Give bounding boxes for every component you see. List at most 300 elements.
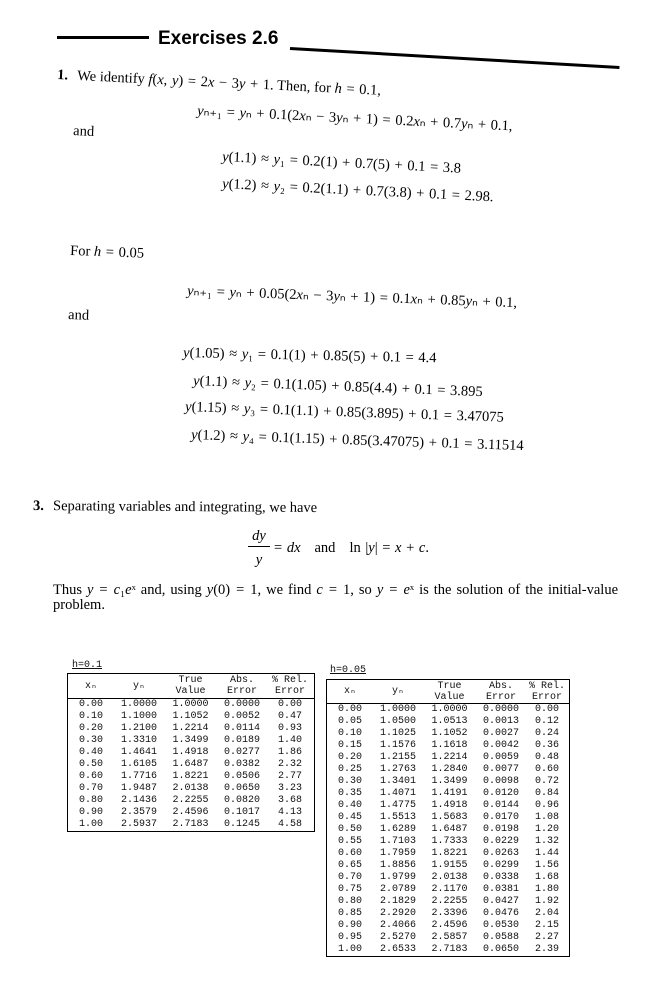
title-rule-left (57, 36, 149, 39)
table-cell: 0.84 (534, 788, 559, 799)
table-cell: 0.70 (78, 783, 103, 794)
table-row (68, 795, 314, 807)
intro-text: Separating variables and integrating, we have (52, 498, 318, 516)
table-row (327, 932, 569, 944)
euler-step-h005: y(1.1) ≈ y₂ = 0.1(1.05) + 0.85(4.4) + 0.1 = 3.895 (192, 373, 484, 401)
table-cell: 0.95 (337, 932, 362, 943)
table-cell: 2.0789 (379, 884, 416, 895)
table-cell: 1.7103 (379, 836, 416, 847)
table-cell: 0.00 (534, 704, 559, 715)
table-cell: 1.3499 (172, 735, 209, 746)
table-cell: 2.4066 (379, 920, 416, 931)
math-variable: y (259, 528, 266, 544)
column-header (423, 680, 476, 703)
table-body (327, 704, 569, 956)
table-row (68, 699, 314, 711)
table-cell: 1.92 (534, 896, 559, 907)
table-row (327, 824, 569, 836)
fraction-dy-over-y (247, 529, 271, 568)
separated-equation (274, 541, 429, 556)
table-cell: 0.0382 (223, 759, 260, 770)
math-variable: x (156, 71, 165, 89)
math-variable: x (294, 540, 301, 556)
initial-condition: y(0) = 1 (206, 582, 258, 598)
table-cell: 0.0650 (482, 944, 519, 955)
math-variable: y (273, 178, 281, 195)
column-header-text: Error (226, 686, 257, 697)
intro-text: , (376, 82, 382, 99)
table-cell: 0.0052 (223, 711, 260, 722)
table-cell: 4.58 (277, 819, 302, 830)
table-cell: 0.10 (78, 711, 103, 722)
function-definition: f(x, y) = 2x − 3y + 1 (148, 71, 271, 94)
table-cell: 3.68 (277, 795, 302, 806)
table-cell: 0.0114 (223, 723, 260, 734)
table-row (68, 711, 314, 723)
table-cell: 2.4596 (172, 807, 209, 818)
table-cell: 2.3579 (120, 807, 157, 818)
math-variable: y (239, 105, 247, 122)
table-cell: 1.5683 (431, 812, 468, 823)
connector-and: and (72, 123, 95, 141)
math-variable: y (192, 373, 200, 390)
table-row (327, 800, 569, 812)
euler-step-h005: y(1.2) ≈ y₄ = 0.1(1.15) + 0.85(3.47075) + 0.1 = 3.11514 (190, 427, 524, 455)
table-cell: 3.23 (277, 783, 302, 794)
math-variable: y (465, 293, 473, 310)
euler-step-h01: y(1.1) ≈ y₁ = 0.2(1) + 0.7(5) + 0.1 = 3.8 (221, 149, 462, 177)
table-cell: 0.0263 (482, 848, 519, 859)
exercise-number: 3. (32, 498, 44, 515)
column-header (476, 680, 526, 703)
intro-text: We identify (76, 67, 149, 88)
table-row (327, 896, 569, 908)
recurrence-h005: yₙ₊₁ = yₙ + 0.05(2xₙ − 3yₙ + 1) = 0.1xₙ + 0.85yₙ + 0.1, (186, 283, 518, 312)
table-cell: 1.8856 (379, 860, 416, 871)
table-cell: 2.15 (534, 920, 559, 931)
exercise-number: 1. (56, 67, 69, 84)
column-header-text: yₙ (391, 686, 405, 697)
table-cell: 0.00 (78, 699, 103, 710)
table-cell: 0.12 (534, 716, 559, 727)
table-cell: 1.2840 (431, 764, 468, 775)
table-cell: 1.3310 (120, 735, 157, 746)
table-cell: 2.2920 (379, 908, 416, 919)
table-cell: 2.77 (277, 771, 302, 782)
table-row (327, 884, 569, 896)
integrated-equation: ln |y| = x + c. (349, 540, 429, 556)
table-cell: 0.0299 (482, 860, 519, 871)
table-cell: 2.1436 (120, 795, 157, 806)
table-cell: 0.0381 (482, 884, 519, 895)
table-cell: 1.4918 (431, 800, 468, 811)
math-variable: y (333, 288, 341, 305)
table-cell: 1.2763 (379, 764, 416, 775)
table-cell: 0.72 (534, 776, 559, 787)
table-cell: 2.1829 (379, 896, 416, 907)
math-variable: c (316, 582, 323, 598)
text: and, using (135, 582, 207, 598)
table-cell: 2.7183 (431, 944, 468, 955)
table-cell: 2.4596 (431, 920, 468, 931)
table-cell: 0.0588 (482, 932, 519, 943)
column-header-text: True (437, 680, 462, 692)
exercise-3-conclusion (53, 583, 618, 598)
table-cell: 0.24 (534, 728, 559, 739)
table-cell: 2.1170 (431, 884, 468, 895)
text: Thus (53, 582, 87, 598)
table-cell: 0.90 (78, 807, 103, 818)
table-row (327, 812, 569, 824)
table-cell: 0.0506 (223, 771, 260, 782)
table-body (68, 699, 314, 831)
table-cell: 0.60 (534, 764, 559, 775)
column-header (327, 680, 373, 703)
math-variable: y (335, 109, 344, 127)
table-cell: 0.0059 (482, 752, 519, 763)
table-cell: 2.0138 (172, 783, 209, 794)
connector-and: and (67, 307, 90, 324)
table-cell: 1.0000 (172, 699, 209, 710)
fraction-denominator (247, 553, 271, 568)
math-variable: y (184, 399, 192, 416)
table-cell: 0.50 (337, 824, 362, 835)
math-variable: y (238, 75, 246, 93)
math-variable: y (186, 283, 194, 300)
table-cell: 1.7716 (120, 771, 157, 782)
table-cell: 1.7333 (431, 836, 468, 847)
euler-table-h005 (326, 679, 570, 957)
table-row (327, 848, 569, 860)
column-header-text: True (178, 675, 203, 686)
column-header-text: yₙ (132, 680, 146, 692)
table-cell: 0.96 (534, 800, 559, 811)
table-cell: 1.1025 (379, 728, 416, 739)
math-variable: y (229, 284, 237, 301)
table-cell: 0.0042 (482, 740, 519, 751)
table-row (327, 836, 569, 848)
table-header (327, 680, 569, 704)
table-cell: 2.32 (277, 759, 302, 770)
table-cell: 1.2100 (120, 723, 157, 734)
column-header (526, 680, 568, 703)
table-row (327, 908, 569, 920)
column-header-text: Value (175, 686, 206, 697)
table-cell: 0.25 (337, 764, 362, 775)
table-cell: 2.6533 (379, 944, 416, 955)
math-variable: y (242, 428, 250, 445)
column-header-text: % Rel. (528, 680, 565, 692)
math-variable: d (252, 528, 260, 544)
table-cell: 0.20 (78, 723, 103, 734)
euler-step-h005: y(1.05) ≈ y₁ = 0.1(1) + 0.85(5) + 0.1 = 4.4 (182, 345, 437, 367)
step-size: h = 0.05 (93, 243, 145, 262)
column-header-text: xₙ (343, 686, 357, 697)
fraction-bar (248, 546, 270, 547)
table-cell: 0.65 (337, 860, 362, 871)
table-cell: 1.44 (534, 848, 559, 859)
table-cell: 1.9487 (120, 783, 157, 794)
table-cell: 0.0277 (223, 747, 260, 758)
table-cell: 2.39 (534, 944, 559, 955)
column-header-text: xₙ (84, 680, 98, 692)
table-cell: 0.0229 (482, 836, 519, 847)
table-cell: 1.4775 (379, 800, 416, 811)
table-cell: 0.00 (277, 699, 302, 710)
column-header-text: Error (274, 686, 305, 697)
table-cell: 0.0820 (223, 795, 260, 806)
table-cell: 1.1000 (120, 711, 157, 722)
table-cell: 0.47 (277, 711, 302, 722)
h005-intro (70, 244, 144, 262)
table-cell: 0.35 (337, 788, 362, 799)
table-row (327, 776, 569, 788)
table-cell: 0.15 (337, 740, 362, 751)
table-cell: 2.5857 (431, 932, 468, 943)
math-variable: c (113, 582, 121, 598)
table-cell: 1.6105 (120, 759, 157, 770)
table-cell: 0.0198 (482, 824, 519, 835)
table-cell: 2.5270 (379, 932, 416, 943)
table-row (68, 759, 314, 771)
math-variable: y (273, 151, 281, 168)
table-cell: 0.1245 (223, 819, 260, 830)
euler-step-h01: y(1.2) ≈ y₂ = 0.2(1.1) + 0.7(3.8) + 0.1 = 2.98. (221, 176, 494, 206)
table-cell: 0.36 (534, 740, 559, 751)
table-cell: 1.40 (277, 735, 302, 746)
table-cell: 0.40 (337, 800, 362, 811)
math-variable: h (334, 80, 343, 97)
table-cell: 0.0077 (482, 764, 519, 775)
column-header (68, 674, 114, 698)
connector-and: and (314, 540, 336, 556)
table-cell: 1.4641 (120, 747, 157, 758)
table-cell: 0.0476 (482, 908, 519, 919)
table-cell: 1.00 (337, 944, 362, 955)
math-variable: y (196, 103, 205, 120)
column-header (373, 680, 423, 703)
table-cell: 1.4191 (431, 788, 468, 799)
column-header-text: Abs. (488, 680, 513, 692)
math-variable: x (413, 113, 421, 130)
table-cell: 0.70 (337, 872, 362, 883)
table-cell: 1.4918 (172, 747, 209, 758)
table-cell: 0.1017 (223, 807, 260, 818)
table-cell: 1.3499 (431, 776, 468, 787)
table-cell: 0.30 (78, 735, 103, 746)
math-variable: c (418, 540, 426, 556)
table-cell: 1.6487 (172, 759, 209, 770)
table-row (327, 872, 569, 884)
table-cell: 2.7183 (172, 819, 209, 830)
table-cell: 1.0000 (431, 704, 468, 715)
table-cell: 0.80 (337, 896, 362, 907)
math-variable: y (255, 552, 263, 568)
table-cell: 1.1576 (379, 740, 416, 751)
table-cell: 0.0144 (482, 800, 519, 811)
table-row (327, 716, 569, 728)
table-cell: 1.2214 (431, 752, 468, 763)
math-variable: x (410, 291, 418, 308)
math-variable: x (207, 74, 215, 91)
column-header (164, 674, 217, 698)
table-cell: 1.5513 (379, 812, 416, 823)
euler-step-h005: y(1.15) ≈ y₃ = 0.1(1.1) + 0.85(3.895) + 0.1 = 3.47075 (184, 399, 504, 426)
math-variable: x (296, 287, 304, 304)
table-cell: 0.0650 (223, 783, 260, 794)
table-cell: 0.80 (78, 795, 103, 806)
table-cell: 1.0513 (431, 716, 468, 727)
math-variable: y (206, 582, 214, 598)
table-cell: 0.0170 (482, 812, 519, 823)
table-cell: 1.8221 (431, 848, 468, 859)
table-cell: 0.50 (78, 759, 103, 770)
math-variable: f (148, 71, 153, 88)
table-cell: 1.6487 (431, 824, 468, 835)
table-cell: 0.0427 (482, 896, 519, 907)
column-header-text: Error (485, 691, 516, 703)
section-title: Exercises 2.6 (158, 28, 279, 49)
math-variable: y (241, 346, 249, 363)
table-cell: 1.32 (534, 836, 559, 847)
math-variable: d (286, 540, 295, 556)
table-cell: 1.0000 (379, 704, 416, 715)
step-size: h = 0.1 (334, 80, 378, 99)
table-cell: 1.9799 (379, 872, 416, 883)
general-solution: y = c₁eˣ (87, 582, 136, 598)
table-cell: 0.45 (337, 812, 362, 823)
table-cell: 1.1052 (172, 711, 209, 722)
table-cell: 0.55 (337, 836, 362, 847)
table-cell: 0.75 (337, 884, 362, 895)
table-cell: 0.60 (78, 771, 103, 782)
column-header (217, 674, 267, 698)
math-variable: y (190, 427, 198, 444)
table-header (68, 674, 314, 699)
table-row (68, 807, 314, 819)
table-cell: 1.20 (534, 824, 559, 835)
table-cell: 2.5937 (120, 819, 157, 830)
table-row (327, 728, 569, 740)
table-label-h01: h=0.1 (72, 660, 103, 671)
table-cell: 1.3401 (379, 776, 416, 787)
table-row (68, 819, 314, 831)
table-cell: 1.4071 (379, 788, 416, 799)
table-row (327, 860, 569, 872)
table-cell: 0.0027 (482, 728, 519, 739)
math-variable: y (182, 345, 190, 362)
math-variable: y (376, 582, 384, 598)
column-header-text: Error (531, 691, 562, 703)
math-variable: y (243, 400, 251, 418)
table-cell: 1.7959 (379, 848, 416, 859)
table-cell: 1.9155 (431, 860, 468, 871)
table-cell: 1.00 (78, 819, 103, 830)
table-row (327, 740, 569, 752)
table-row (327, 704, 569, 716)
table-cell: 1.68 (534, 872, 559, 883)
exercise-3-intro (33, 499, 317, 516)
table-row (327, 920, 569, 932)
euler-table-h01 (67, 673, 315, 832)
recurrence-h01: yₙ₊₁ = yₙ + 0.1(2xₙ − 3yₙ + 1) = 0.2xₙ + 0.7yₙ + 0.1, (196, 103, 513, 135)
table-label-h005: h=0.05 (330, 665, 367, 676)
column-header-text: Value (434, 691, 465, 703)
column-header-text: Abs. (229, 675, 254, 686)
table-cell: 0.10 (337, 728, 362, 739)
math-variable: y (368, 540, 375, 556)
table-cell: 0.0530 (482, 920, 519, 931)
table-cell: 1.0500 (379, 716, 416, 727)
table-cell: 1.2155 (379, 752, 416, 763)
math-variable: e (403, 582, 410, 598)
equation-rhs: = dx (274, 540, 301, 556)
table-cell: 1.6289 (379, 824, 416, 835)
table-cell: 0.90 (337, 920, 362, 931)
table-cell: 0.0013 (482, 716, 519, 727)
column-header (267, 674, 313, 698)
table-cell: 0.0000 (223, 699, 260, 710)
particular-solution: y = eˣ (376, 582, 415, 598)
title-rule-right (290, 47, 620, 69)
math-variable: h (93, 243, 102, 261)
table-cell: 1.56 (534, 860, 559, 871)
table-cell: 2.2255 (431, 896, 468, 907)
math-variable: y (460, 115, 468, 133)
table-cell: 2.04 (534, 908, 559, 919)
table-cell: 4.13 (277, 807, 302, 818)
table-cell: 2.27 (534, 932, 559, 943)
math-variable: y (221, 149, 230, 166)
table-row (68, 735, 314, 747)
table-cell: 1.2214 (172, 723, 209, 734)
column-header (114, 674, 164, 698)
table-cell: 1.08 (534, 812, 559, 823)
table-cell: 0.85 (337, 908, 362, 919)
table-cell: 1.80 (534, 884, 559, 895)
table-cell: 2.0138 (431, 872, 468, 883)
table-row (327, 788, 569, 800)
table-row (68, 747, 314, 759)
table-cell: 0.0000 (482, 704, 519, 715)
math-variable: x (298, 108, 307, 125)
math-variable: y (87, 582, 94, 598)
table-cell: 1.86 (277, 747, 302, 758)
table-cell: 0.0338 (482, 872, 519, 883)
math-variable: e (125, 582, 132, 598)
table-cell: 0.0120 (482, 788, 519, 799)
table-cell: 0.05 (337, 716, 362, 727)
table-cell: 0.0098 (482, 776, 519, 787)
table-cell: 0.40 (78, 747, 103, 758)
table-cell: 0.93 (277, 723, 302, 734)
intro-text: . Then, for (269, 77, 335, 97)
table-cell: 2.2255 (172, 795, 209, 806)
math-variable: y (221, 176, 230, 193)
table-row (327, 752, 569, 764)
math-variable: y (171, 72, 179, 89)
table-cell: 2.3396 (431, 908, 468, 919)
table-cell: 0.00 (337, 704, 362, 715)
table-row (68, 783, 314, 795)
table-cell: 1.1618 (431, 740, 468, 751)
table-cell: 1.8221 (172, 771, 209, 782)
table-row (68, 771, 314, 783)
column-header-text: % Rel. (271, 675, 308, 686)
fraction-numerator (247, 529, 271, 546)
text: , we find (257, 582, 317, 598)
table-row (327, 764, 569, 776)
